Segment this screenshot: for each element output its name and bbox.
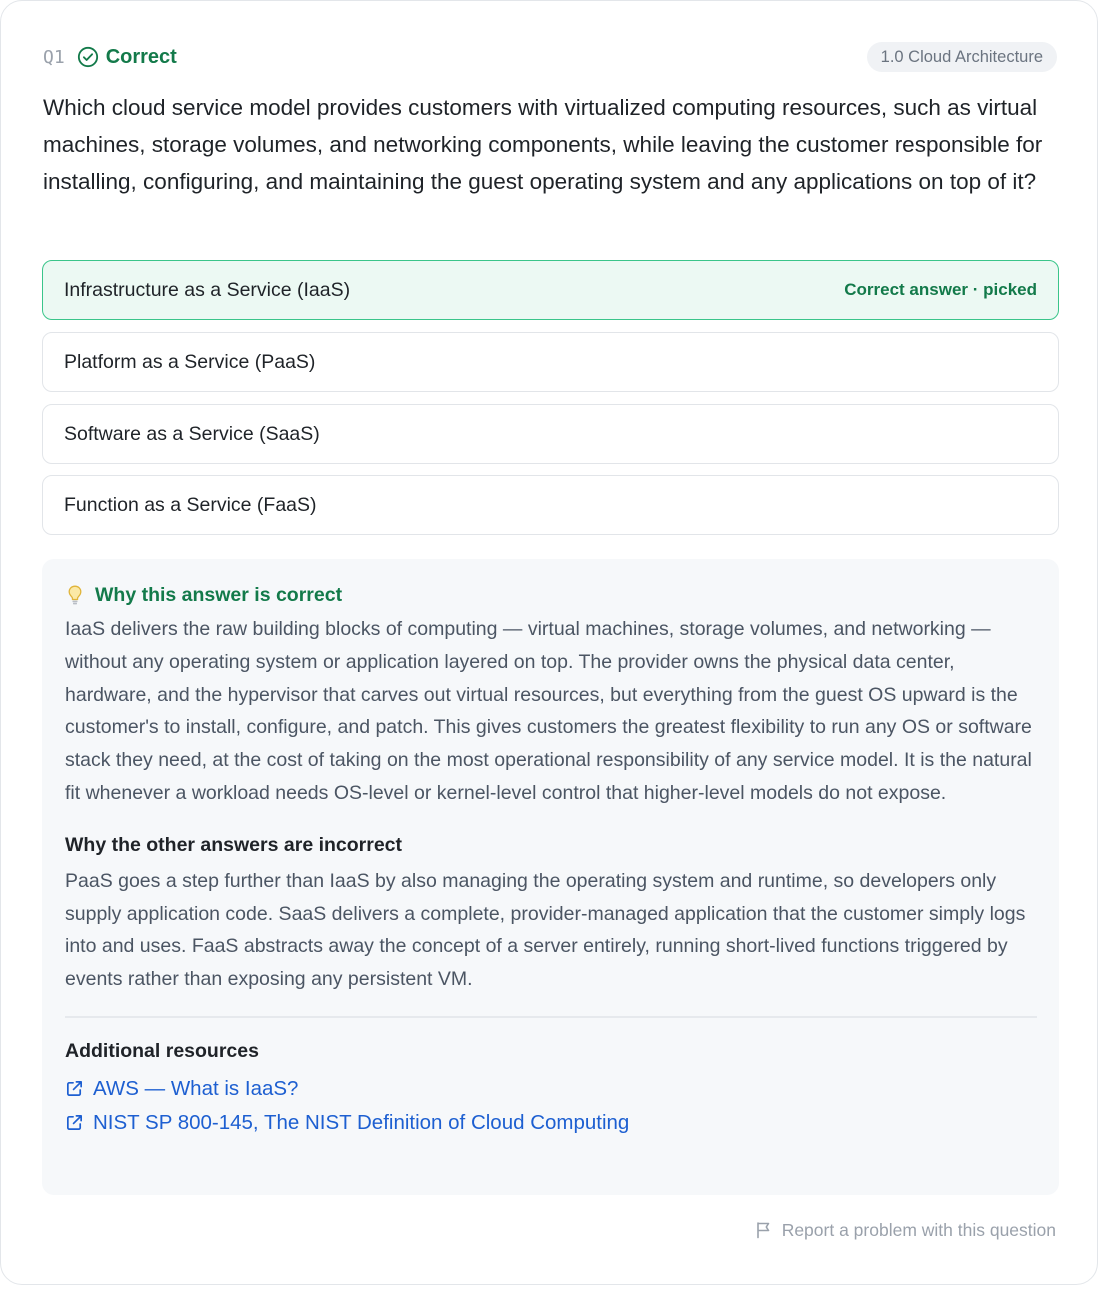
resource-link-nist[interactable] <box>65 1106 1037 1140</box>
why-correct-heading <box>65 581 1037 609</box>
divider <box>65 1016 1037 1018</box>
correct-picked-tag: Correct answer · picked <box>844 280 1037 299</box>
check-circle-icon <box>77 46 99 68</box>
external-link-icon <box>65 1113 84 1132</box>
why-correct-text: IaaS delivers the raw building blocks of computing — virtual machines, storage volumes, and networking — without any operating system or application layered on top. The provider owns the physical data center, hardware, and the hypervisor that carves out virtual resources, but everything from the guest OS upward is the customer's to install, configure, and patch. This gives customers the greatest flexibility to run any OS or software stack they need, at the cost of taking on the most operational responsibility of any service model. It is the natural fit whenever a workload needs OS-level or kernel-level control that higher-level models do not expose. <box>65 618 1032 804</box>
answer-option-label: Function as a Service (FaaS) <box>64 493 317 516</box>
topic-badge: 1.0 Cloud Architecture <box>867 42 1057 72</box>
question-number: Q1 <box>43 46 65 68</box>
resource-link-label: AWS — What is IaaS? <box>93 1076 299 1100</box>
answer-option-label: Software as a Service (SaaS) <box>64 422 320 445</box>
why-correct-title: Why this answer is correct <box>95 583 343 606</box>
answer-option-faas[interactable] <box>42 475 1059 535</box>
resource-link-label: NIST SP 800-145, The NIST Definition of Cloud Computing <box>93 1110 630 1134</box>
resources-title: Additional resources <box>65 1039 259 1062</box>
why-incorrect-title: Why the other answers are incorrect <box>65 833 403 856</box>
status-indicator <box>77 46 177 69</box>
status-label: Correct <box>105 45 177 68</box>
question-header <box>43 41 1057 73</box>
flag-icon <box>755 1221 773 1239</box>
why-incorrect-text: PaaS goes a step further than IaaS by also managing the operating system and runtime, so developers only supply application code. SaaS delivers a complete, provider-managed application that the customer simply logs into and uses. FaaS abstracts away the concept of a server entirely, running short-lived functions triggered by events rather than exposing any persistent VM. <box>65 869 1026 991</box>
answer-option-iaas[interactable] <box>42 260 1059 320</box>
question-text: Which cloud service model provides customers with virtualized computing resources, such as virtual machines, storage volumes, and networking components, while leaving the customer responsible for installing, configuring, and maintaining the guest operating system and any applications on top of it? <box>43 95 1043 194</box>
report-problem-button[interactable] <box>755 1217 1056 1243</box>
answer-option-label: Platform as a Service (PaaS) <box>64 350 316 373</box>
report-problem-label: Report a problem with this question <box>781 1219 1056 1240</box>
answer-option-paas[interactable] <box>42 332 1059 392</box>
external-link-icon <box>65 1079 84 1098</box>
explanation-panel <box>42 559 1059 1195</box>
answer-option-label: Infrastructure as a Service (IaaS) <box>64 278 351 301</box>
resource-link-aws-iaas[interactable] <box>65 1072 1037 1106</box>
answer-option-saas[interactable] <box>42 404 1059 464</box>
lightbulb-icon <box>65 584 85 606</box>
